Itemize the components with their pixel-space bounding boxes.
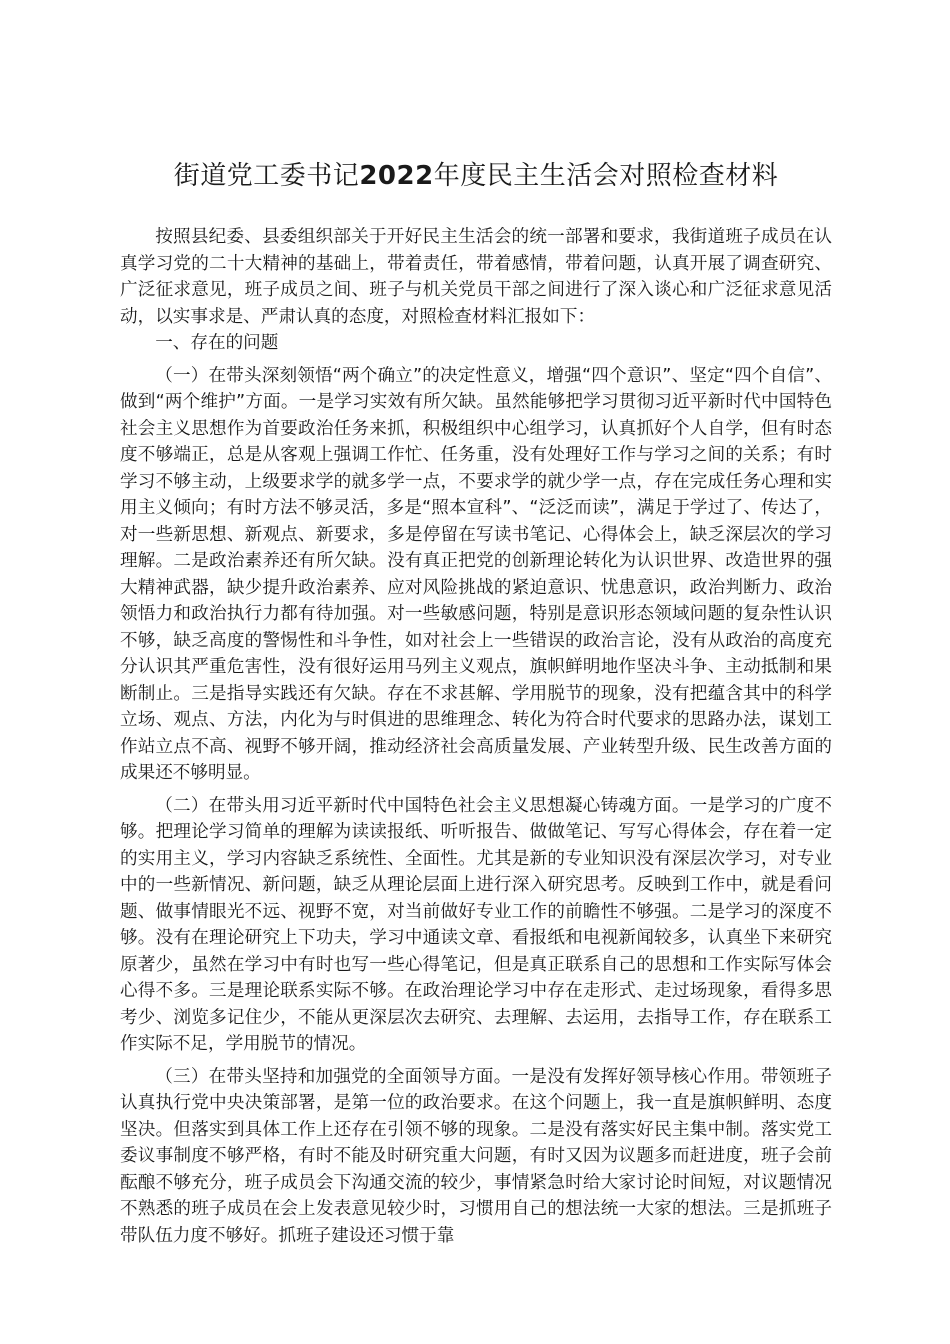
body-paragraph-1: （一）在带头深刻领悟“两个确立”的决定性意义，增强“四个意识”、坚定“四个自信”、做到“两个维护”方面。一是学习实效有所欠缺。虽然能够把学习贯彻习近平新时代中国特色社会主义思想作为首要政治任务来抓，积极组织中心组学习，认真抓好个人自学，但有时态度不够端正，总是从客观上强调工作忙、任务重，没有处理好工作与学习之间的关系；有时学习不够主动，上级要求学的就多学一点，不要求学的就少学一点，存在完成任务心理和实用主义倾向；有时方法不够灵活，多是“照本宣科”、“泛泛而读”，满足于学过了、传达了，对一些新思想、新观点、新要求，多是停留在写读书笔记、心得体会上，缺乏深层次的学习理解。二是政治素养还有所欠缺。没有真正把党的创新理论转化为认识世界、改造世界的强大精神武器，缺少提升政治素养、应对风险挑战的紧迫意识、忧患意识，政治判断力、政治领悟力和政治执行力都有待加强。对一些敏感问题，特别是意识形态领域问题的复杂性认识不够，缺乏高度的警惕性和斗争性，如对社会上一些错误的政治言论，没有从政治的高度充分认识其严重危害性，没有很好运用马列主义观点，旗帜鲜明地作坚决斗争、主动抵制和果断制止。三是指导实践还有欠缺。存在不求甚解、学用脱节的现象，没有把蕴含其中的科学立场、观点、方法，内化为与时俱进的思维理念、转化为符合时代要求的思路办法，谋划工作站立点不高、视野不够开阔，推动经济社会高质量发展、产业转型升级、民生改善方面的成果还不够明显。 <box>120 365 832 783</box>
section-heading: 一、存在的问题 <box>155 333 279 353</box>
title-year: 2022 <box>359 161 434 191</box>
document-page <box>120 148 832 1249</box>
body-paragraph-2: （二）在带头用习近平新时代中国特色社会主义思想凝心铸魂方面。一是学习的广度不够。把理论学习简单的理解为读读报纸、听听报告、做做笔记、写写心得体会，存在着一定的实用主义，学习内容缺乏系统性、全面性。尤其是新的专业知识没有深层次学习，对专业中的一些新情况、新问题，缺乏从理论层面上进行深入研究思考。反映到工作中，就是看问题、做事情眼光不远、视野不宽，对当前做好专业工作的前瞻性不够强。二是学习的深度不够。没有在理论研究上下功夫，学习中通读文章、看报纸和电视新闻较多，认真坐下来研究原著少，虽然在学习中有时也写一些心得笔记，但是真正联系自己的思想和工作实际写体会心得不多。三是理论联系实际不够。在政治理论学习中存在走形式、走过场现象，看得多思考少、浏览多记住少，不能从更深层次去研究、去理解、去运用，去指导工作，存在联系工作实际不足，学用脱节的情况。 <box>120 795 832 1054</box>
title-suffix: 年度民主生活会对照检查材料 <box>433 161 779 191</box>
title-prefix: 街道党工委书记 <box>173 161 360 191</box>
intro-paragraph: 按照县纪委、县委组织部关于开好民主生活会的统一部署和要求，我街道班子成员在认真学习党的二十大精神的基础上，带着责任，带着感情，带着问题，认真开展了调查研究、广泛征求意见，班子成员之间、班子与机关党员干部之间进行了深入谈心和广泛征求意见活动，以实事求是、严肃认真的态度，对照检查材料汇报如下： <box>120 227 832 327</box>
body-paragraph-3: （三）在带头坚持和加强党的全面领导方面。一是没有发挥好领导核心作用。带领班子认真执行党中央决策部署，是第一位的政治要求。在这个问题上，我一直是旗帜鲜明、态度坚决。但落实到具体工作上还存在引领不够的现象。二是没有落实好民主集中制。落实党工委议事制度不够严格，有时不能及时研究重大问题，有时又因为议题多而赶进度，班子会前酝酿不够充分，班子成员会下沟通交流的较少，事情紧急时给大家讨论时间短，对议题情况不熟悉的班子成员在会上发表意见较少时，习惯用自己的想法统一大家的想法。三是抓班子带队伍力度不够好。抓班子建设还习惯于靠 <box>120 1066 832 1246</box>
document-title <box>120 148 832 204</box>
